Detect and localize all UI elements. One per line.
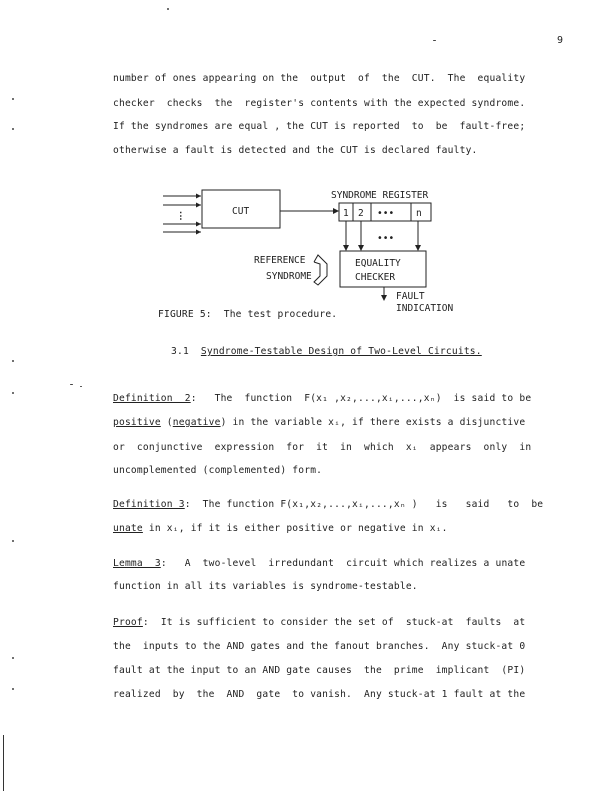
reference-arrow: [314, 255, 327, 285]
register-arrowheads: [343, 245, 421, 251]
register-cell-1: 1: [343, 208, 349, 219]
section-heading: [171, 346, 482, 357]
body-line: otherwise a fault is detected and the CUT is declared faulty.: [113, 145, 478, 156]
proof-line: the inputs to the AND gates and the fanout branches. Any stuck-at 0: [113, 641, 526, 652]
section-number: 3.1: [171, 346, 189, 357]
term-negative: negative: [172, 417, 221, 428]
register-cell-2: 2: [358, 208, 364, 219]
definition-2-line: or conjunctive expression for it in which xᵢ appears only in: [113, 442, 532, 453]
proof-line: fault at the input to an AND gate causes the prime implicant (PI): [113, 665, 526, 676]
definition-3-line: Definition 3: The function F(x₁,x₂,...,xᵢ,...,xₙ ) is said to be: [113, 499, 544, 510]
fault-label-2: INDICATION: [396, 303, 454, 314]
figure-caption: FIGURE 5: The test procedure.: [158, 309, 338, 320]
lemma-3-label: Lemma 3: [113, 558, 161, 569]
lemma-3-line: function in all its variables is syndrome-testable.: [113, 581, 418, 592]
input-arrowheads: [196, 194, 201, 235]
term-positive: positive: [113, 417, 161, 428]
fault-arrowhead: [381, 295, 387, 301]
reference-label-2: SYNDROME: [266, 271, 312, 282]
body-line: number of ones appearing on the output of the CUT. The equality: [113, 73, 526, 84]
register-title: SYNDROME REGISTER: [331, 190, 429, 201]
checker-label-1: EQUALITY: [355, 258, 401, 269]
definition-3-line: unate in xᵢ, if it is either positive or negative in xᵢ.: [113, 523, 448, 534]
register-cell-dots: •••: [377, 208, 395, 219]
checker-label-2: CHECKER: [355, 272, 396, 283]
section-title: Syndrome-Testable Design of Two-Level Circuits.: [200, 346, 482, 357]
register-cell-n: n: [416, 208, 422, 219]
fault-label-1: FAULT: [396, 291, 425, 302]
between-dots: •••: [377, 233, 395, 244]
definition-3-label: Definition 3: [113, 499, 185, 510]
definition-2-label: Definition 2: [113, 393, 191, 404]
term-unate: unate: [113, 523, 143, 534]
lemma-3-line: Lemma 3: A two-level irredundant circuit which realizes a unate: [113, 558, 526, 569]
definition-2-line: positive (negative) in the variable xᵢ, if there exists a disjunctive: [113, 417, 526, 428]
reference-label-1: REFERENCE: [254, 255, 306, 266]
definition-2-line: uncomplemented (complemented) form.: [113, 465, 323, 476]
body-line: checker checks the register's contents with the expected syndrome.: [113, 98, 526, 109]
body-line: If the syndromes are equal , the CUT is reported to be fault-free;: [113, 121, 526, 132]
definition-2-line: Definition 2: The function F(x₁ ,x₂,...,xᵢ,...,xₙ) is said to be: [113, 393, 532, 404]
proof-line: Proof: It is sufficient to consider the set of stuck-at faults at: [113, 617, 526, 628]
page-number: 9: [557, 35, 564, 46]
cut-label: CUT: [232, 206, 250, 217]
proof-label: Proof: [113, 617, 143, 628]
arrowhead: [333, 208, 339, 214]
input-ellipsis: ⋮: [176, 211, 186, 222]
proof-line: realized by the AND gate to vanish. Any stuck-at 1 fault at the: [113, 689, 526, 700]
